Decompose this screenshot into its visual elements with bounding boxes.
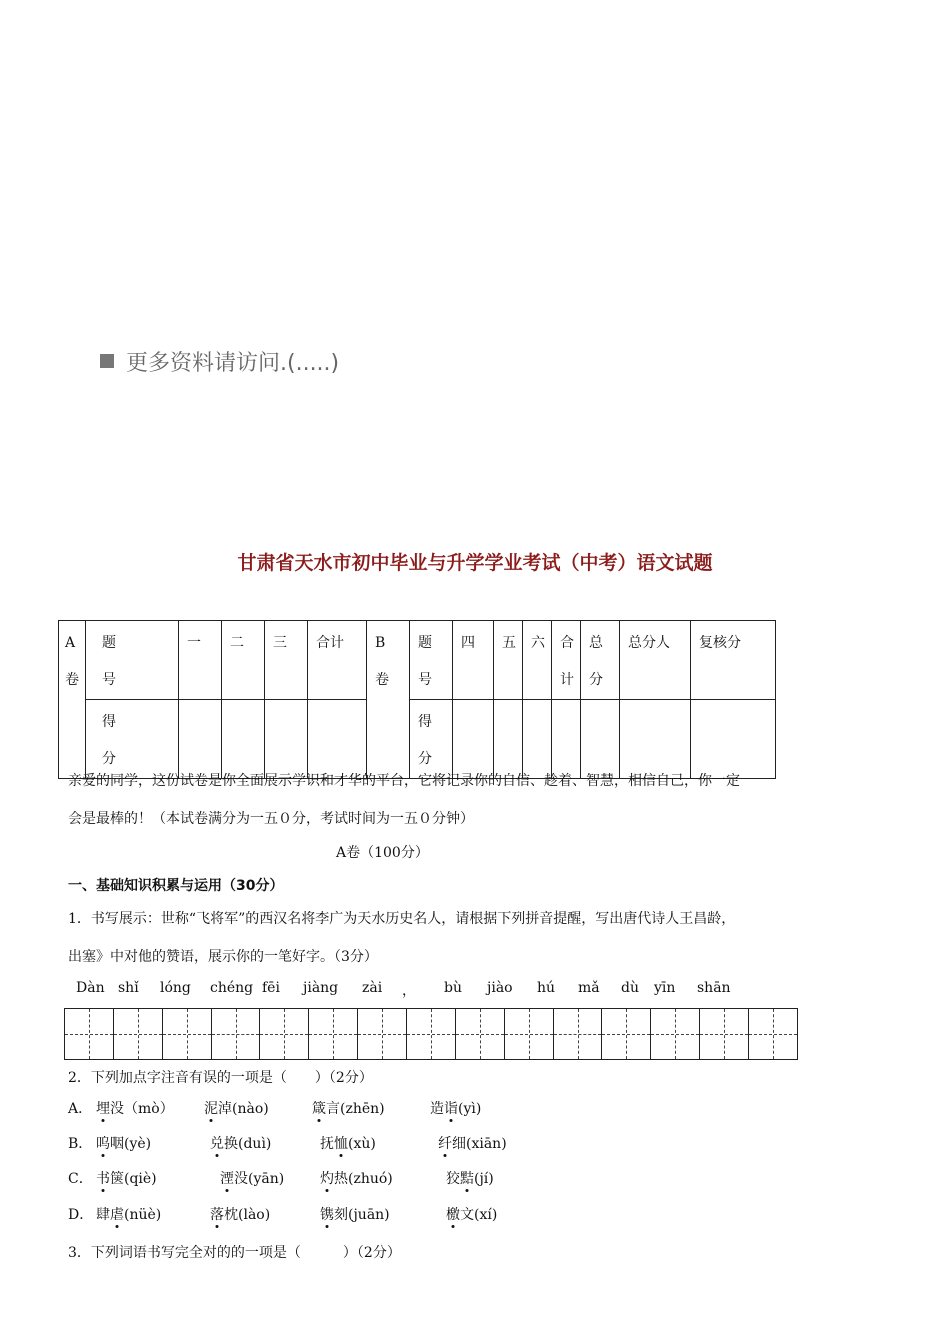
grid-cell[interactable] — [163, 1009, 212, 1059]
option-word: 抚恤(xù) — [320, 1136, 376, 1152]
option-word: 纤细(xiān) — [438, 1136, 507, 1152]
pinyin-syllable: ， — [402, 983, 416, 999]
pinyin-syllable: shān — [697, 980, 731, 996]
heji-b-cell: 合 计 — [552, 621, 581, 700]
grid-cell[interactable] — [456, 1009, 505, 1059]
zongfenren-cell: 总分人 — [620, 621, 691, 700]
option-word: 埋没（mò） — [96, 1101, 174, 1117]
pinyin-syllable: chéng — [210, 980, 254, 996]
option-word: 镌刻(juān) — [320, 1207, 390, 1223]
score-1[interactable] — [179, 700, 222, 779]
option-word: 灼热(zhuó) — [320, 1171, 393, 1187]
pinyin-syllable: mǎ — [578, 980, 600, 996]
q3-stem: 3．下列词语书写完全对的的一项是（ ）（2分） — [68, 1245, 401, 1261]
col-3: 三 — [265, 621, 308, 700]
grid-cell[interactable] — [554, 1009, 603, 1059]
col-6: 六 — [523, 621, 552, 700]
a-juan-cell: A 卷 — [59, 621, 86, 779]
promo-text: 更多资料请访问.(.....) — [126, 351, 340, 376]
col-heji-a: 合计 — [308, 621, 367, 700]
col-2: 二 — [222, 621, 265, 700]
grid-cell[interactable] — [749, 1009, 797, 1059]
q1-line-2: 出塞》中对他的赞语，展示你的一笔好字。（3分） — [68, 949, 378, 965]
tihao-cell: 题 号 — [86, 621, 179, 700]
col-1: 一 — [179, 621, 222, 700]
grid-cell[interactable] — [407, 1009, 456, 1059]
score-zongfenren[interactable] — [620, 700, 691, 779]
option-word: 狡黠(jí) — [446, 1171, 494, 1187]
grid-cell[interactable] — [602, 1009, 651, 1059]
tihao-b-cell: 题 号 — [410, 621, 453, 700]
zongfen-cell: 总 分 — [581, 621, 620, 700]
pinyin-syllable: jiàng — [303, 980, 339, 996]
grid-cell[interactable] — [212, 1009, 261, 1059]
option-word: 造诣(yì) — [430, 1101, 482, 1117]
pinyin-syllable: fēi — [262, 980, 280, 996]
score-3[interactable] — [265, 700, 308, 779]
pinyin-syllable: hú — [537, 980, 556, 996]
defen-cell: 得 分 — [86, 700, 179, 779]
score-fuhefen[interactable] — [691, 700, 776, 779]
col-5: 五 — [494, 621, 523, 700]
grid-cell[interactable] — [505, 1009, 554, 1059]
option-word: 落枕(lào) — [210, 1207, 271, 1223]
score-5[interactable] — [494, 700, 523, 779]
q2-stem: 2．下列加点字注音有误的一项是（ ）（2分） — [68, 1070, 373, 1086]
score-heji-b[interactable] — [552, 700, 581, 779]
score-6[interactable] — [523, 700, 552, 779]
grid-cell[interactable] — [114, 1009, 163, 1059]
grid-cell[interactable] — [358, 1009, 407, 1059]
pinyin-syllable: lóng — [160, 980, 191, 996]
defen-b-cell: 得 分 — [410, 700, 453, 779]
a-juan-heading: A卷（100分） — [336, 845, 429, 861]
grid-cell[interactable] — [65, 1009, 114, 1059]
intro-line-2: 会是最棒的！（本试卷满分为一五０分，考试时间为一五０分钟） — [68, 811, 474, 827]
score-table — [58, 620, 776, 779]
score-heji-a[interactable] — [308, 700, 367, 779]
pinyin-syllable: zài — [362, 980, 383, 996]
grid-cell[interactable] — [309, 1009, 358, 1059]
pinyin-syllable: bù — [444, 980, 462, 996]
pinyin-syllable: shǐ — [118, 980, 139, 996]
score-2[interactable] — [222, 700, 265, 779]
grid-cell[interactable] — [651, 1009, 700, 1059]
option-label[interactable]: A． — [68, 1101, 93, 1117]
square-bullet-icon — [100, 354, 114, 368]
col-4: 四 — [453, 621, 494, 700]
option-word: 书箧(qiè) — [96, 1171, 157, 1187]
option-word: 兑换(duì) — [210, 1136, 272, 1152]
promo-banner — [100, 346, 339, 377]
score-zongfen[interactable] — [581, 700, 620, 779]
b-juan-cell: B 卷 — [367, 621, 410, 779]
pinyin-syllable: yīn — [654, 980, 676, 996]
option-word: 泥淖(nào) — [204, 1101, 269, 1117]
section-1-heading: 一、基础知识积累与运用（30分） — [68, 878, 284, 894]
pinyin-syllable: Dàn — [76, 980, 105, 996]
q1-line-1: 1．书写展示：世称“飞将军”的西汉名将李广为天水历史名人，请根据下列拼音提醒，写出唐代诗人王昌龄， — [68, 911, 736, 927]
option-label[interactable]: B． — [68, 1136, 93, 1152]
intro-line-1: 亲爱的同学，这份试卷是你全面展示学识和才华的平台，它将记录你的自信、趁着、智慧，相信自己，你一定 — [68, 773, 740, 789]
writing-grid[interactable] — [64, 1008, 798, 1060]
option-word: 湮没(yān) — [220, 1171, 285, 1187]
score-4[interactable] — [453, 700, 494, 779]
grid-cell[interactable] — [260, 1009, 309, 1059]
pinyin-syllable: dù — [621, 980, 639, 996]
exam-title: 甘肃省天水市初中毕业与升学学业考试（中考）语文试题 — [237, 552, 713, 574]
option-word: 呜咽(yè) — [96, 1136, 152, 1152]
option-label[interactable]: D． — [68, 1207, 94, 1223]
option-label[interactable]: C． — [68, 1171, 93, 1187]
option-word: 箴言(zhēn) — [312, 1101, 385, 1117]
option-word: 檄文(xí) — [446, 1207, 498, 1223]
fuhefen-cell: 复核分 — [691, 621, 776, 700]
option-word: 肆虐(nüè) — [96, 1207, 162, 1223]
pinyin-syllable: jiào — [487, 980, 513, 996]
grid-cell[interactable] — [700, 1009, 749, 1059]
